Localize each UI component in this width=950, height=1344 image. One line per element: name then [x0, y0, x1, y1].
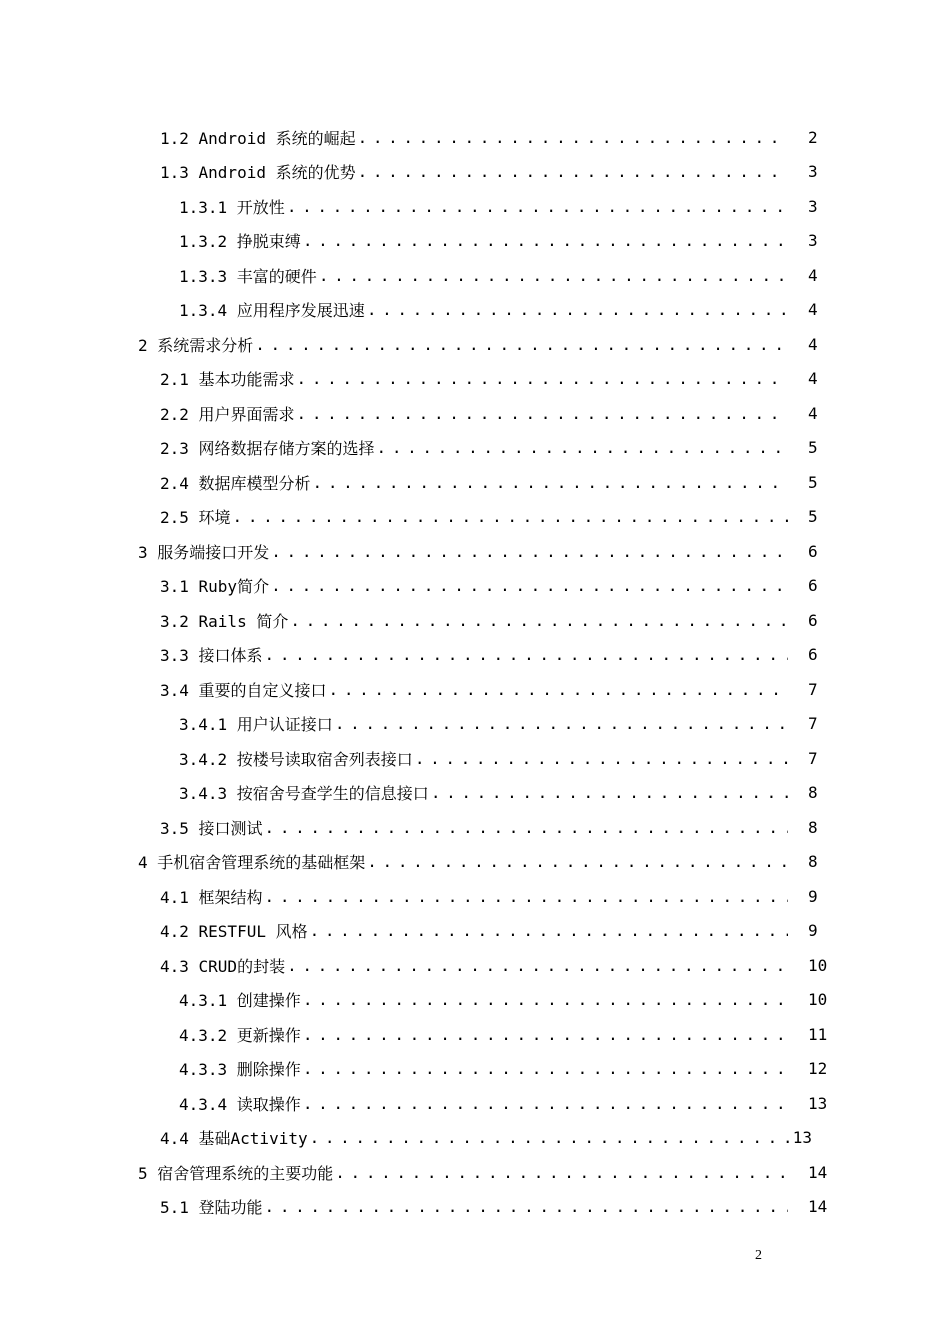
toc-leader-dots — [335, 714, 788, 733]
toc-entry-label: 2.2 用户界面需求 — [160, 404, 295, 424]
toc-entry-page: 7 — [808, 714, 818, 733]
toc-entry[interactable] — [179, 189, 818, 223]
toc-entry-page: 10 — [808, 955, 828, 975]
toc-entry[interactable] — [160, 362, 818, 396]
toc-entry-label: 4.1 框架结构 — [160, 887, 263, 907]
toc-entry-page: 9 — [808, 886, 818, 906]
toc-entry-label: 2.1 基本功能需求 — [160, 370, 295, 389]
toc-entry-label: 1.3.2 挣脱束缚 — [179, 232, 301, 251]
toc-leader-dots — [297, 369, 788, 388]
toc-entry-page: 4 — [808, 334, 818, 354]
toc-entry-label: 4.3 CRUD的封装 — [160, 956, 286, 976]
toc-entry-page: 4 — [808, 403, 818, 423]
toc-leader-dots — [265, 818, 788, 837]
toc-leader-dots — [233, 507, 788, 526]
toc-leader-dots — [431, 783, 788, 802]
toc-entry[interactable] — [160, 810, 818, 844]
toc-entry[interactable] — [160, 879, 818, 913]
toc-entry-label: 3.4 重要的自定义接口 — [160, 680, 327, 700]
toc-entry[interactable] — [160, 500, 818, 534]
toc-entry-page: 6 — [808, 645, 818, 664]
toc-leader-dots — [358, 162, 788, 181]
toc-entry-label: 3.4.3 按宿舍号查学生的信息接口 — [179, 784, 429, 803]
toc-entry-label: 2.3 网络数据存储方案的选择 — [160, 439, 375, 458]
toc-entry[interactable] — [160, 603, 818, 637]
toc-entry[interactable] — [179, 1052, 828, 1086]
toc-leader-dots — [265, 645, 788, 664]
toc-leader-dots — [367, 852, 788, 871]
toc-entry-label: 5.1 登陆功能 — [160, 1198, 263, 1217]
toc-entry[interactable] — [138, 845, 818, 879]
toc-entry-page: 3 — [808, 231, 818, 250]
toc-entry-label: 4.3.2 更新操作 — [179, 1025, 301, 1045]
toc-leader-dots — [303, 231, 788, 250]
toc-entry-page: 14 — [808, 1162, 828, 1182]
toc-entry[interactable] — [160, 672, 818, 706]
toc-entry-label: 3.4.2 按楼号读取宿舍列表接口 — [179, 749, 413, 769]
toc-entry-page: 8 — [808, 783, 818, 802]
toc-entry-page: 2 — [808, 127, 818, 147]
toc-leader-dots — [310, 1128, 791, 1147]
toc-entry-label: 2 系统需求分析 — [138, 335, 254, 355]
toc-entry-label: 3.1 Ruby简介 — [160, 577, 270, 596]
toc-leader-dots — [335, 1163, 788, 1182]
toc-entry-page: 4 — [808, 300, 818, 319]
toc-entry[interactable] — [138, 1155, 828, 1189]
toc-entry-label: 3.2 Rails 简介 — [160, 611, 289, 631]
toc-entry-page: 6 — [808, 541, 818, 561]
toc-entry-page: 5 — [808, 507, 818, 526]
toc-leader-dots — [310, 921, 788, 940]
toc-leader-dots — [313, 473, 788, 492]
toc-entry[interactable] — [160, 155, 818, 189]
page-number: 2 — [755, 1248, 762, 1263]
toc-entry[interactable] — [179, 293, 818, 327]
toc-entry-page: 12 — [808, 1059, 828, 1078]
toc-entry[interactable] — [160, 1190, 828, 1224]
toc-entry-label: 1.3.4 应用程序发展迅速 — [179, 301, 365, 320]
toc-leader-dots — [287, 197, 788, 216]
toc-entry-page: 13 — [808, 1093, 828, 1113]
toc-entry-page: 6 — [808, 610, 818, 630]
toc-entry[interactable] — [160, 638, 818, 672]
toc-entry[interactable] — [160, 396, 818, 430]
toc-leader-dots — [303, 990, 788, 1009]
toc-leader-dots — [415, 749, 788, 768]
toc-entry[interactable] — [138, 534, 818, 568]
toc-entry-page: 9 — [808, 921, 818, 940]
toc-entry[interactable] — [179, 776, 818, 810]
toc-leader-dots — [358, 128, 788, 147]
toc-entry-page: 3 — [808, 196, 818, 216]
toc-entry[interactable] — [160, 120, 818, 154]
toc-entry-label: 4.3.1 创建操作 — [179, 991, 301, 1010]
toc-entry-page: 5 — [808, 438, 818, 457]
toc-entry-page: 4 — [808, 265, 818, 285]
toc-entry-label: 2.4 数据库模型分析 — [160, 473, 311, 493]
toc-leader-dots — [367, 300, 788, 319]
toc-leader-dots — [377, 438, 788, 457]
toc-leader-dots — [271, 542, 788, 561]
toc-entry-page: 10 — [808, 990, 828, 1009]
toc-leader-dots — [303, 1025, 788, 1044]
toc-entry-page: 3 — [808, 162, 818, 181]
toc-entry-page: 8 — [808, 817, 818, 837]
toc-entry-label: 3.4.1 用户认证接口 — [179, 715, 333, 734]
toc-entry[interactable] — [138, 327, 818, 361]
toc-leader-dots — [255, 335, 788, 354]
toc-leader-dots — [287, 956, 788, 975]
toc-leader-dots — [303, 1094, 788, 1113]
toc-leader-dots — [319, 266, 788, 285]
toc-entry[interactable] — [179, 258, 818, 292]
toc-entry-label: 2.5 环境 — [160, 508, 231, 527]
toc-entry[interactable] — [179, 741, 818, 775]
toc-leader-dots — [303, 1059, 788, 1078]
toc-entry-page: 8 — [808, 852, 818, 871]
toc-entry[interactable] — [160, 465, 818, 499]
toc-entry-label: 1.3.3 丰富的硬件 — [179, 266, 317, 286]
toc-entry-page: 7 — [808, 748, 818, 768]
toc-entry[interactable] — [179, 983, 828, 1017]
toc-entry-label: 4.4 基础Activity — [160, 1129, 308, 1148]
toc-entry-page: 14 — [808, 1197, 828, 1216]
toc-entry-page: 4 — [808, 369, 818, 388]
toc-entry-label: 3.5 接口测试 — [160, 818, 263, 838]
toc-leader-dots — [290, 611, 788, 630]
toc-entry-page: 7 — [808, 679, 818, 699]
toc-entry[interactable] — [160, 431, 818, 465]
toc-entry-label: 1.2 Android 系统的崛起 — [160, 128, 356, 148]
toc-leader-dots — [271, 576, 788, 595]
toc-entry[interactable] — [160, 948, 828, 982]
toc-leader-dots — [265, 1197, 788, 1216]
toc-entry[interactable] — [179, 1086, 828, 1120]
toc-entry-label: 5 宿舍管理系统的主要功能 — [138, 1163, 334, 1183]
toc-leader-dots — [329, 680, 788, 699]
toc-entry-page: 13 — [792, 1128, 812, 1147]
toc-entry-label: 4 手机宿舍管理系统的基础框架 — [138, 853, 366, 872]
toc-entry-page: 11 — [808, 1024, 828, 1044]
toc-entry[interactable] — [179, 224, 818, 258]
toc-entry-label: 1.3.1 开放性 — [179, 197, 285, 217]
toc-leader-dots — [297, 404, 788, 423]
toc-entry[interactable] — [179, 707, 818, 741]
toc-entry-label: 4.3.4 读取操作 — [179, 1094, 301, 1114]
toc-leader-dots — [265, 887, 788, 906]
toc-entry[interactable] — [160, 914, 818, 948]
toc-entry-label: 3.3 接口体系 — [160, 646, 263, 665]
toc-entry[interactable] — [160, 1121, 812, 1155]
toc-entry-page: 5 — [808, 472, 818, 492]
toc-entry[interactable] — [179, 1017, 828, 1051]
toc-entry-page: 6 — [808, 576, 818, 595]
toc-entry-label: 3 服务端接口开发 — [138, 542, 270, 562]
toc-entry-label: 4.3.3 删除操作 — [179, 1060, 301, 1079]
toc-entry-label: 1.3 Android 系统的优势 — [160, 163, 356, 182]
toc-entry[interactable] — [160, 569, 818, 603]
toc-entry-label: 4.2 RESTFUL 风格 — [160, 922, 308, 941]
